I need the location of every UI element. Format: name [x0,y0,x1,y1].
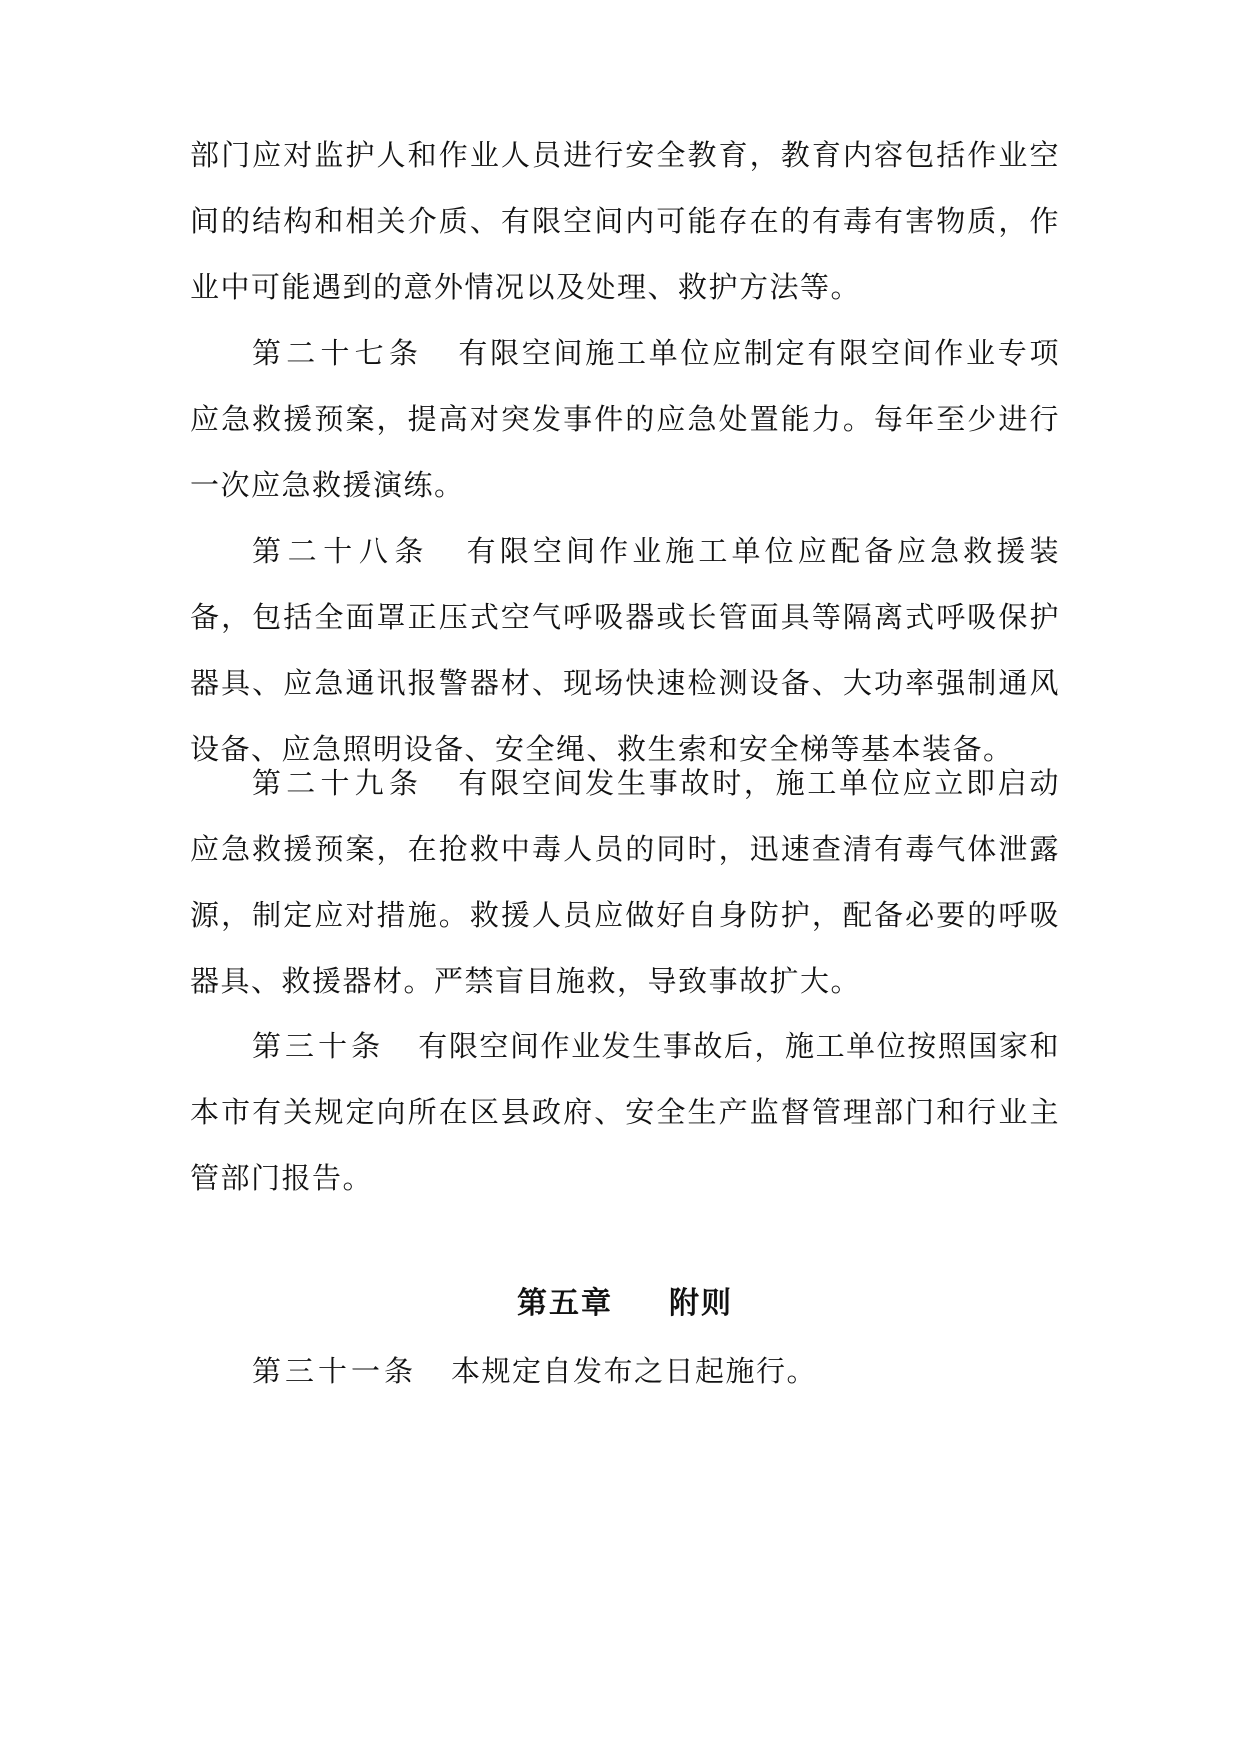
chapter-heading [190,1278,1060,1322]
article-label: 第二十八条 [252,534,431,568]
article-label: 第三十一条 [252,1354,418,1388]
article-27 [190,320,1060,518]
paragraph-continuation [190,122,1060,320]
article-label: 第二十七条 [252,336,424,370]
chapter-number: 第五章 [517,1286,613,1321]
article-text: 有限空间作业施工单位应配备应急救援装备，包括全面罩正压式空气呼吸器或长管面具等隔离式呼吸保护器具、应急通讯报警器材、现场快速检测设备、大功率强制通风设备、应急照明设备、安全绳、救生索和安全梯等基本装备。 [190,534,1060,766]
article-text: 有限空间发生事故时，施工单位应立即启动应急救援预案，在抢救中毒人员的同时，迅速查清有毒气体泄露源，制定应对措施。救援人员应做好自身防护，配备必要的呼吸器具、救援器材。严禁盲目施救，导致事故扩大。 [190,766,1060,998]
article-text: 有限空间作业发生事故后，施工单位按照国家和本市有关规定向所在区县政府、安全生产监督管理部门和行业主管部门报告。 [190,1029,1060,1195]
article-30 [190,1013,1060,1211]
article-text: 本规定自发布之日起施行。 [451,1354,818,1388]
chapter-title: 附则 [669,1286,733,1321]
paragraph-text: 部门应对监护人和作业人员进行安全教育，教育内容包括作业空间的结构和相关介质、有限空间内可能存在的有毒有害物质，作业中可能遇到的意外情况以及处理、救护方法等。 [190,138,1060,304]
article-text: 有限空间施工单位应制定有限空间作业专项应急救援预案，提高对突发事件的应急处置能力。每年至少进行一次应急救援演练。 [190,336,1060,502]
article-label: 第三十条 [252,1029,385,1063]
article-29 [190,750,1060,1014]
article-28 [190,518,1060,782]
article-31 [190,1338,1060,1404]
article-label: 第二十九条 [252,766,424,800]
